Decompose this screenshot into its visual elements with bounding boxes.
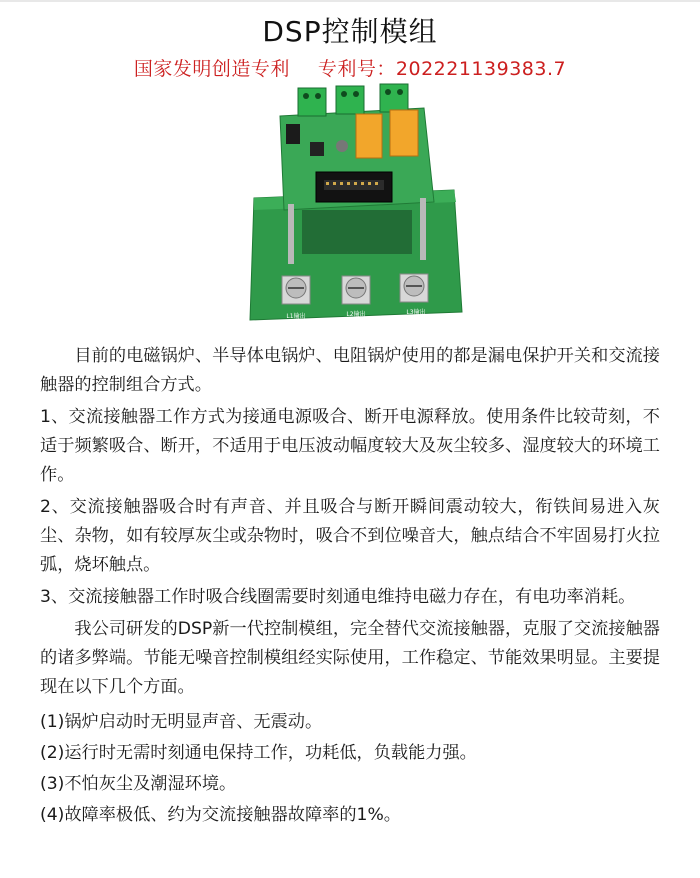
- point-2-paragraph: 2、交流接触器吸合时有声音、并且吸合与断开瞬间震动较大，衔铁间易进入灰尘、杂物，如有较厚灰尘或杂物时，吸合不到位噪音大，触点结合不牢固易打火拉弧，烧坏触点。: [40, 497, 660, 575]
- advantage-item: (2)运行时无需时刻通电保持工作，功耗低，负载能力强。: [40, 743, 477, 763]
- intro-paragraph: 目前的电磁锅炉、半导体电锅炉、电阻锅炉使用的都是漏电保护开关和交流接触器的控制组合方式。: [40, 346, 660, 395]
- dsp-module-photo: [244, 80, 464, 332]
- patent-label: 国家发明创造专利: [133, 58, 290, 80]
- point-3-paragraph: 3、交流接触器工作时吸合线圈需要时刻通电维持电磁力存在，有电功率消耗。: [40, 587, 636, 607]
- advantage-item: (4)故障率极低、约为交流接触器故障率的1%。: [40, 805, 401, 825]
- company-paragraph: 我公司研发的DSP新一代控制模组，完全替代交流接触器，克服了交流接触器的诸多弊端。节能无噪音控制模组经实际使用，工作稳定、节能效果明显。主要提现在以下几个方面。: [40, 619, 660, 697]
- terminal-label-l3: L3输出: [406, 309, 426, 316]
- patent-line: [0, 54, 700, 81]
- point-1-paragraph: 1、交流接触器工作方式为接通电源吸合、断开电源释放。使用条件比较苛刻，不适于频繁吸合、断开，不适用于电压波动幅度较大及灰尘较多、湿度较大的环境工作。: [40, 407, 660, 485]
- advantage-item: (3)不怕灰尘及潮湿环境。: [40, 774, 237, 794]
- advantage-item: (1)锅炉启动时无明显声音、无震动。: [40, 712, 323, 732]
- patent-number: 专利号：202221139383.7: [317, 58, 567, 80]
- output-terminals: [282, 274, 428, 304]
- terminal-label-l1: L1输出: [286, 313, 306, 320]
- top-divider: [0, 0, 700, 2]
- description: [40, 342, 660, 832]
- page-title: DSP控制模组: [262, 15, 438, 48]
- terminal-label-l2: L2输出: [346, 311, 366, 318]
